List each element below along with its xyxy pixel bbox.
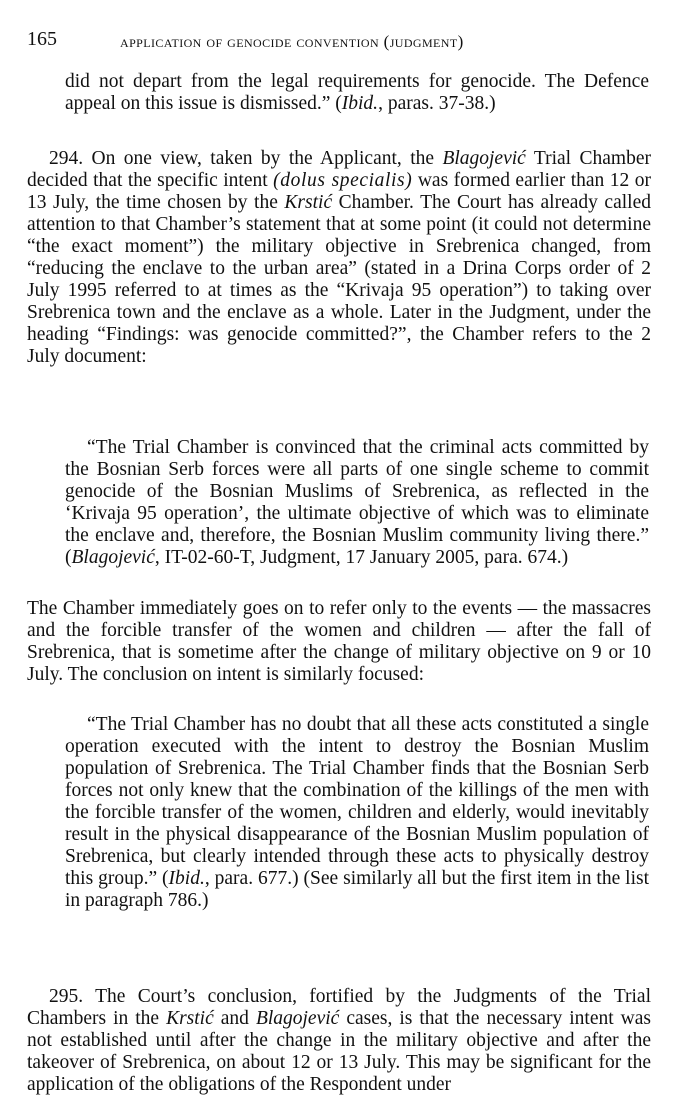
case-name-blagojevic: Blagojević xyxy=(442,148,526,169)
paragraph-295-text: 295. The Court’s conclusion, fortified by the Judgments of the Trial Chambers in the Krstić and Blagojević cases, is that the necessary intent was not established until after the change in the military objective and after the takeover of Srebrenica, on about 12 or 13 July. This may be significant for the application of the obligations of the Respondent under xyxy=(27,986,651,1095)
carryover-quote xyxy=(65,71,649,115)
block-quote-674-text: “The Trial Chamber is convinced that the criminal acts committed by the Bosnian Serb forces were all parts of one single scheme to commit genocide of the Bosnian Muslims of Srebrenica, as reflected in the ‘Krivaja 95 operation’, the ultimate objective of which was to eliminate the enclave and, therefore, the Bosnian Muslim community living there.” (Blagojević, IT-02-60-T, Judgment, 17 January 2005, para. 674.) xyxy=(65,437,649,568)
page-number: 165 xyxy=(27,28,57,50)
dolus-specialis: (dolus specialis) xyxy=(273,170,413,191)
running-title: application of genocide convention (judgment) xyxy=(120,32,464,51)
case-name-krstic: Krstić xyxy=(166,1008,214,1029)
block-quote-674 xyxy=(65,437,649,569)
case-name-krstic: Krstić xyxy=(284,192,333,213)
paragraph-295 xyxy=(27,986,651,1096)
page-header xyxy=(27,28,657,52)
block-quote-677 xyxy=(65,714,649,912)
paragraph-294-text: 294. On one view, taken by the Applicant, the Blagojević Trial Chamber decided that the specific intent (dolus specialis) was formed earlier than 12 or 13 July, the time chosen by the Krstić Chamber. The Court has already called attention to that Chamber’s statement that at some point (it could not determine “the exact moment”) the military objective in Srebrenica changed, from “reducing the enclave to the urban area” (stated in a Drina Corps order of 2 July 1995 referred to at times as the “Krivaja 95 operation”) to taking over Srebrenica town and the enclave as a whole. Later in the Judgment, under the heading “Findings: was genocide committed?”, the Chamber refers to the 2 July document: xyxy=(27,148,651,367)
block-quote-677-text: “The Trial Chamber has no doubt that all these acts constituted a single operation executed with the intent to destroy the Bosnian Muslim population of Srebrenica. The Trial Chamber finds that the Bosnian Serb forces not only knew that the combination of the killings of the men with the forcible transfer of the women, children and elderly, would inevitably result in the physical disappearance of the Bosnian Muslim population of Srebrenica, but clearly intended through these acts to physically destroy this group.” (Ibid., para. 677.) (See similarly all but the first item in the list in paragraph 786.) xyxy=(65,714,649,911)
ibid-citation: Ibid. xyxy=(341,93,379,114)
paragraph-294 xyxy=(27,148,651,368)
connective-paragraph xyxy=(27,598,651,686)
connective-text: The Chamber immediately goes on to refer only to the events — the massacres and the forcible transfer of the women and children — after the fall of Srebrenica, that is sometime after the change of military objective on 9 or 10 July. The conclusion on intent is similarly focused: xyxy=(27,598,651,685)
ibid-citation: Ibid. xyxy=(168,868,205,889)
carryover-text: did not depart from the legal requirements for genocide. The Defence appeal on this issue is dismissed.” (Ibid., paras. 37-38.) xyxy=(65,71,649,114)
case-name-blagojevic: Blagojević xyxy=(255,1008,340,1029)
case-name-blagojevic: Blagojević xyxy=(71,547,155,568)
